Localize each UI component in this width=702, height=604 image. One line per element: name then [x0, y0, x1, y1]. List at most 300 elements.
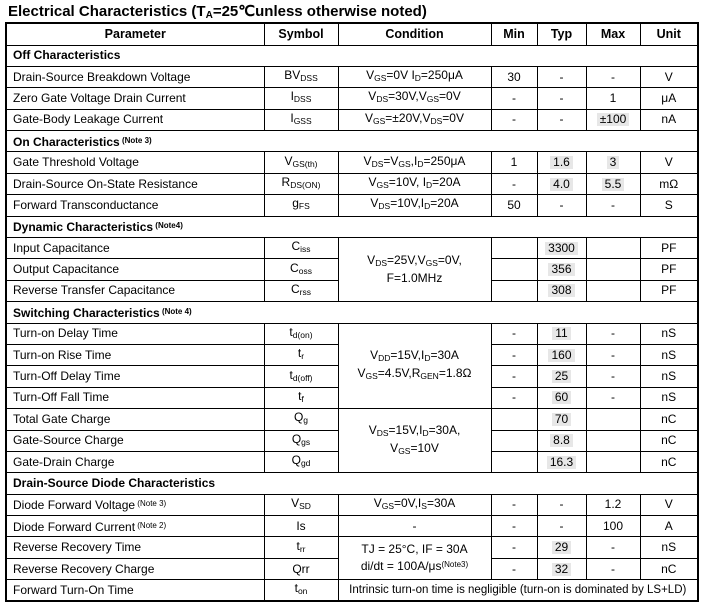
symbol-text: t [298, 388, 302, 403]
value-text: 60 [552, 391, 571, 404]
condition-cell [338, 537, 491, 580]
parameter-label: Gate-Drain Charge [13, 454, 115, 469]
typ-cell [537, 387, 586, 408]
unit-cell [640, 173, 698, 194]
value-text: - [512, 176, 516, 191]
condition-cell [338, 88, 491, 109]
symbol-text: I [290, 89, 294, 104]
section-label: Drain-Source Diode Characteristics [13, 476, 216, 490]
section-row [6, 131, 698, 152]
parameter-label: Forward Transconductance [13, 197, 159, 212]
typ-cell [537, 238, 586, 259]
unit-cell [640, 387, 698, 408]
unit-text: PF [661, 262, 677, 277]
section-note: (Note4) [153, 221, 183, 231]
unit-text: nC [661, 411, 677, 426]
value-text: - [512, 518, 516, 533]
condition-line: $V_{GS}=10V$ [390, 440, 439, 456]
condition-cell [338, 66, 491, 87]
unit-text: nS [661, 369, 677, 384]
parameter-label: Gate-Source Charge [13, 433, 124, 448]
parameter-cell [6, 238, 264, 259]
value-text: 32 [552, 563, 571, 576]
value-text: 8.8 [550, 434, 573, 447]
unit-text: μA [661, 90, 677, 105]
parameter-label: Reverse Recovery Charge [13, 561, 155, 576]
col-header-unit: Unit [640, 23, 698, 45]
max-cell [586, 195, 640, 216]
min-cell [491, 88, 537, 109]
max-cell [586, 516, 640, 537]
symbol-cell [264, 323, 338, 344]
value-text: - [611, 197, 615, 212]
condition-line: $V_{GS}=4.5V,R_{GEN}=1.8\Omega$ [357, 365, 472, 381]
parameter-cell [6, 195, 264, 216]
symbol-cell [264, 430, 338, 451]
col-header-min: Min [491, 23, 537, 45]
value-text: - [512, 112, 516, 127]
unit-cell [640, 558, 698, 579]
value-text: 160 [548, 349, 574, 362]
max-cell [586, 238, 640, 259]
symbol-subscript: on [297, 586, 308, 597]
parameter-cell [6, 387, 264, 408]
value-text: 1.2 [604, 497, 622, 512]
typ-cell [537, 430, 586, 451]
symbol-subscript: d(on) [292, 329, 313, 340]
condition-line: $V_{DS}=30V,V_{GS}=0V$ [368, 89, 461, 105]
value-text: 5.5 [602, 178, 625, 191]
condition-line: $di/dt = 100A/\mu s^{(Note3)}$ [360, 559, 469, 574]
table-row [6, 537, 698, 558]
value-text: - [512, 561, 516, 576]
table-row [6, 66, 698, 87]
condition-line: Intrinsic turn-on time is negligible (turn-on is dominated by LS+LD) [349, 583, 687, 596]
value-text: 356 [548, 263, 574, 276]
symbol-text: V [284, 153, 293, 168]
parameter-label: Input Capacitance [13, 240, 110, 255]
section-header [6, 45, 698, 66]
symbol-text: R [281, 175, 291, 190]
condition-cell [338, 238, 491, 302]
section-header [6, 302, 698, 323]
max-cell [586, 173, 640, 194]
symbol-subscript: GSS [293, 115, 312, 126]
parameter-cell [6, 537, 264, 558]
value-text: 29 [552, 541, 571, 554]
condition-cell [338, 516, 491, 537]
symbol-text: t [294, 581, 298, 596]
parameter-cell [6, 344, 264, 365]
symbol-cell [264, 344, 338, 365]
parameter-label: Gate-Body Leakage Current [13, 112, 164, 127]
value-text: - [611, 540, 615, 555]
unit-text: nC [661, 561, 677, 576]
table-row [6, 238, 698, 259]
table-row [6, 109, 698, 130]
symbol-cell [264, 494, 338, 515]
table-row [6, 195, 698, 216]
unit-text: nC [661, 433, 677, 448]
unit-cell [640, 88, 698, 109]
parameter-cell [6, 558, 264, 579]
typ-cell [537, 259, 586, 280]
symbol-subscript: oss [298, 265, 312, 276]
unit-cell [640, 323, 698, 344]
parameter-cell [6, 516, 264, 537]
table-row [6, 409, 698, 430]
value-text: - [611, 369, 615, 384]
section-label: Off Characteristics [13, 48, 121, 63]
condition-cell [338, 195, 491, 216]
typ-cell [537, 173, 586, 194]
unit-text: S [664, 197, 673, 212]
value-text: - [512, 390, 516, 405]
unit-text: V [664, 69, 673, 84]
min-cell [491, 259, 537, 280]
max-cell [586, 451, 640, 472]
max-cell [586, 66, 640, 87]
unit-text: nA [661, 112, 677, 127]
unit-cell [640, 409, 698, 430]
min-cell [491, 195, 537, 216]
max-cell [586, 558, 640, 579]
typ-cell [537, 323, 586, 344]
parameter-label: Total Gate Charge [13, 411, 111, 426]
min-cell [491, 558, 537, 579]
title-text: Electrical Characteristics (T [8, 3, 206, 20]
title-suffix: =25℃unless otherwise noted) [212, 3, 427, 20]
parameter-cell [6, 494, 264, 515]
max-cell [586, 409, 640, 430]
value-text: - [559, 497, 564, 512]
max-cell [586, 344, 640, 365]
unit-cell [640, 152, 698, 173]
typ-cell [537, 366, 586, 387]
parameter-label: Turn-on Rise Time [13, 347, 112, 362]
symbol-subscript: FS [298, 201, 310, 212]
value-text: 50 [507, 197, 521, 212]
min-cell [491, 430, 537, 451]
value-text: - [611, 347, 615, 362]
unit-text: mΩ [659, 176, 679, 191]
symbol-cell [264, 238, 338, 259]
table-row [6, 88, 698, 109]
unit-text: nS [661, 347, 677, 362]
symbol-cell [264, 537, 338, 558]
unit-text: A [664, 518, 673, 533]
typ-cell [537, 195, 586, 216]
typ-cell [537, 88, 586, 109]
value-text: - [559, 112, 564, 127]
value-text: - [512, 90, 516, 105]
symbol-text: Is [296, 518, 306, 533]
value-text: 3 [607, 156, 620, 169]
section-row [6, 473, 698, 494]
table-row [6, 152, 698, 173]
value-text: - [559, 69, 564, 84]
min-cell [491, 387, 537, 408]
unit-text: nS [661, 326, 677, 341]
symbol-cell [264, 280, 338, 301]
parameter-label: Drain-Source Breakdown Voltage [13, 69, 191, 84]
parameter-label: Turn-Off Delay Time [13, 369, 121, 384]
typ-cell [537, 66, 586, 87]
value-text: - [611, 390, 615, 405]
parameter-label: Turn-Off Fall Time [13, 390, 110, 405]
min-cell [491, 323, 537, 344]
unit-cell [640, 516, 698, 537]
parameter-cell [6, 323, 264, 344]
condition-line: $V_{DS}=25V,V_{GS}=0V$, [367, 253, 462, 269]
symbol-subscript: SD [299, 500, 311, 511]
unit-cell [640, 344, 698, 365]
parameter-cell [6, 152, 264, 173]
electrical-characteristics-table [5, 22, 699, 602]
table-body [6, 45, 698, 601]
unit-text: V [664, 155, 673, 170]
col-header-max: Max [586, 23, 640, 45]
max-cell [586, 259, 640, 280]
parameter-label: Reverse Transfer Capacitance [13, 283, 176, 298]
value-text: - [611, 326, 615, 341]
page-title [0, 0, 702, 22]
condition-line: TJ = 25°C, IF = 30A [361, 542, 468, 557]
parameter-cell [6, 580, 264, 601]
min-cell [491, 238, 537, 259]
symbol-text: t [297, 346, 302, 361]
symbol-cell [264, 66, 338, 87]
col-header-condition: Condition [338, 23, 491, 45]
symbol-subscript: g [303, 415, 309, 426]
typ-cell [537, 451, 586, 472]
col-header-symbol: Symbol [264, 23, 338, 45]
symbol-cell [264, 516, 338, 537]
title-subscript: A [205, 10, 213, 21]
symbol-cell [264, 558, 338, 579]
parameter-cell [6, 430, 264, 451]
parameter-label: Reverse Recovery Time [13, 540, 142, 555]
condition-cell [338, 494, 491, 515]
condition-line: $V_{DS}=V_{GS},I_D=250\mu A$ [363, 153, 466, 169]
header-row [6, 23, 698, 45]
col-header-typ: Typ [537, 23, 586, 45]
value-text: - [559, 197, 564, 212]
unit-text: nC [661, 454, 677, 469]
unit-text: V [664, 497, 673, 512]
symbol-cell [264, 580, 338, 601]
symbol-text: t [289, 367, 293, 382]
condition-line: $V_{GS}=10V$, $I_D=20A$ [368, 175, 461, 191]
parameter-cell [6, 66, 264, 87]
table-row [6, 580, 698, 601]
symbol-text: BV [284, 68, 301, 83]
condition-line: $V_{GS}=0V,I_S=30A$ [373, 495, 456, 511]
value-text: - [559, 518, 564, 533]
max-cell [586, 387, 640, 408]
max-cell [586, 280, 640, 301]
symbol-text: Q [293, 410, 304, 425]
symbol-subscript: DSS [300, 73, 318, 84]
value-text: - [559, 90, 564, 105]
typ-cell [537, 280, 586, 301]
value-text: 1.6 [550, 156, 573, 169]
parameter-label: Zero Gate Voltage Drain Current [13, 90, 186, 105]
max-cell [586, 88, 640, 109]
min-cell [491, 344, 537, 365]
condition-cell [338, 580, 698, 601]
value-text: 100 [602, 518, 624, 533]
parameter-cell [6, 366, 264, 387]
min-cell [491, 280, 537, 301]
unit-text: PF [661, 283, 677, 298]
max-cell [586, 152, 640, 173]
value-text: - [512, 497, 516, 512]
symbol-cell [264, 259, 338, 280]
typ-cell [537, 537, 586, 558]
max-cell [586, 323, 640, 344]
condition-line: $V_{DS}=15V,I_D=30A$, [368, 422, 461, 438]
symbol-subscript: rr [299, 543, 306, 554]
symbol-subscript: gd [300, 458, 311, 469]
unit-cell [640, 195, 698, 216]
symbol-cell [264, 88, 338, 109]
parameter-cell [6, 280, 264, 301]
symbol-text: C [291, 239, 301, 254]
parameter-note: (Note 2) [135, 520, 167, 530]
typ-cell [537, 152, 586, 173]
value-text: 1 [510, 155, 518, 170]
symbol-cell [264, 387, 338, 408]
section-label: On Characteristics [13, 134, 120, 149]
symbol-subscript: d(off) [292, 372, 313, 383]
min-cell [491, 366, 537, 387]
value-text: ±100 [597, 113, 630, 126]
unit-cell [640, 259, 698, 280]
symbol-subscript: GS(th) [292, 158, 318, 169]
section-row [6, 302, 698, 323]
condition-cell [338, 173, 491, 194]
parameter-cell [6, 409, 264, 430]
parameter-label: Drain-Source On-State Resistance [13, 176, 198, 191]
symbol-subscript: f [301, 393, 304, 404]
value-text: 70 [552, 413, 571, 426]
symbol-subscript: r [301, 351, 305, 362]
symbol-text: C [290, 281, 300, 296]
value-text: 25 [552, 370, 571, 383]
symbol-subscript: iss [300, 244, 311, 255]
value-text: 308 [548, 284, 574, 297]
condition-line: - [412, 518, 417, 533]
unit-cell [640, 494, 698, 515]
value-text: - [512, 326, 516, 341]
symbol-text: t [289, 324, 293, 339]
symbol-cell [264, 195, 338, 216]
min-cell [491, 409, 537, 430]
condition-cell [338, 152, 491, 173]
unit-cell [640, 451, 698, 472]
condition-line: $V_{GS}=\pm 20V,V_{DS}=0V$ [365, 110, 464, 126]
unit-cell [640, 366, 698, 387]
table-row [6, 516, 698, 537]
min-cell [491, 109, 537, 130]
unit-cell [640, 238, 698, 259]
symbol-text: t [296, 538, 300, 553]
unit-cell [640, 280, 698, 301]
unit-cell [640, 537, 698, 558]
max-cell [586, 537, 640, 558]
unit-cell [640, 430, 698, 451]
section-row [6, 45, 698, 66]
symbol-cell [264, 366, 338, 387]
value-text: 3300 [545, 242, 578, 255]
value-text: - [512, 540, 516, 555]
symbol-text: V [291, 495, 300, 510]
symbol-cell [264, 173, 338, 194]
parameter-label: Diode Forward Voltage [13, 498, 136, 513]
unit-cell [640, 109, 698, 130]
max-cell [586, 109, 640, 130]
symbol-subscript: gs [301, 436, 311, 447]
min-cell [491, 494, 537, 515]
unit-text: nS [661, 540, 677, 555]
section-label: Switching Characteristics [13, 305, 160, 320]
col-header-parameter: Parameter [6, 23, 264, 45]
value-text: - [611, 69, 615, 84]
symbol-text: g [292, 196, 299, 211]
parameter-label: Turn-on Delay Time [13, 326, 118, 341]
condition-line: $V_{DD}=15V,I_D=30A$ [370, 347, 459, 363]
table-row [6, 173, 698, 194]
min-cell [491, 451, 537, 472]
symbol-subscript: rss [299, 286, 311, 297]
parameter-label: Forward Turn-On Time [13, 582, 134, 597]
value-text: 30 [507, 69, 521, 84]
typ-cell [537, 558, 586, 579]
condition-line: F=1.0MHz [386, 271, 443, 286]
value-text: 1 [609, 90, 617, 105]
min-cell [491, 537, 537, 558]
section-header [6, 216, 698, 237]
min-cell [491, 173, 537, 194]
section-header [6, 473, 698, 494]
table-row [6, 494, 698, 515]
min-cell [491, 66, 537, 87]
typ-cell [537, 409, 586, 430]
max-cell [586, 430, 640, 451]
max-cell [586, 366, 640, 387]
parameter-cell [6, 109, 264, 130]
condition-cell [338, 109, 491, 130]
parameter-cell [6, 451, 264, 472]
symbol-text: I [290, 110, 294, 125]
parameter-note: (Note 3) [135, 499, 167, 509]
section-row [6, 216, 698, 237]
max-cell [586, 494, 640, 515]
typ-cell [537, 516, 586, 537]
symbol-subscript: DS(ON) [290, 180, 321, 191]
symbol-text: Q [291, 453, 301, 468]
symbol-cell [264, 152, 338, 173]
typ-cell [537, 494, 586, 515]
symbol-cell [264, 409, 338, 430]
symbol-cell [264, 109, 338, 130]
parameter-cell [6, 173, 264, 194]
parameter-cell [6, 88, 264, 109]
value-text: - [512, 347, 516, 362]
value-text: 16.3 [547, 456, 576, 469]
value-text: 11 [552, 327, 570, 340]
